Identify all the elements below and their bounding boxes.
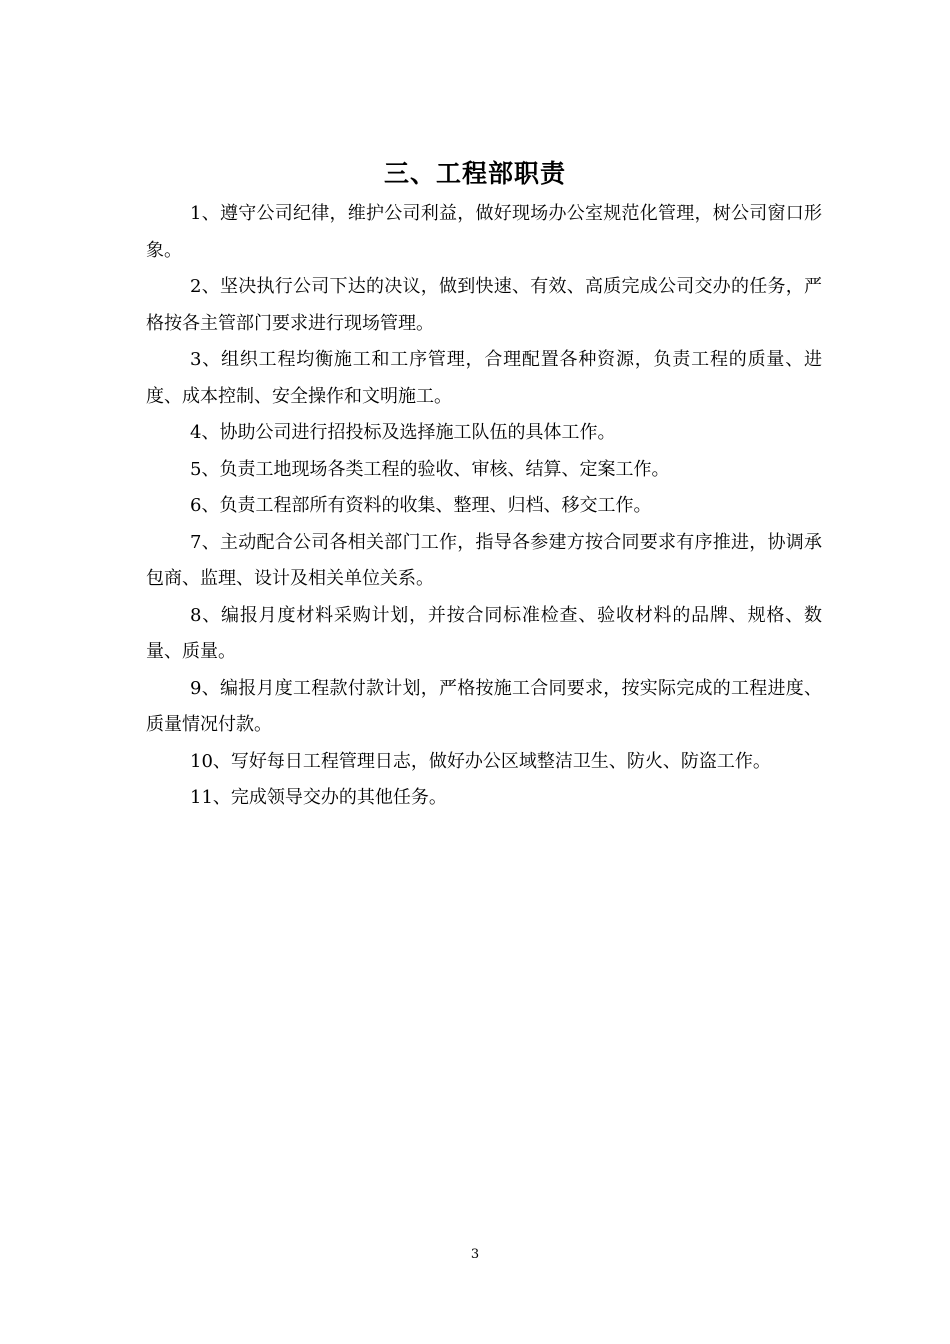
duty-paragraph-1: 1、遵守公司纪律，维护公司利益，做好现场办公室规范化管理，树公司窗口形象。 (146, 203, 822, 261)
page-number: 3 (470, 1247, 480, 1262)
duty-paragraph-10: 10、写好每日工程管理日志，做好办公区域整洁卫生、防火、防盗工作。 (190, 750, 771, 772)
duty-paragraph-7: 7、主动配合公司各相关部门工作，指导各参建方按合同要求有序推进，协调承包商、监理、设计及相关单位关系。 (146, 531, 822, 589)
section-title: 三、工程部职责 (383, 159, 566, 188)
duty-paragraph-4: 4、协助公司进行招投标及选择施工队伍的具体工作。 (190, 422, 616, 443)
duty-paragraph-8: 8、编报月度材料采购计划，并按合同标准检查、验收材料的品牌、规格、数量、质量。 (146, 604, 822, 662)
duty-paragraph-9: 9、编报月度工程款付款计划，严格按施工合同要求，按实际完成的工程进度、质量情况付款。 (146, 677, 822, 735)
duty-paragraph-6: 6、负责工程部所有资料的收集、整理、归档、移交工作。 (190, 495, 652, 516)
duty-paragraph-5: 5、负责工地现场各类工程的验收、审核、结算、定案工作。 (190, 458, 670, 480)
duty-paragraph-2: 2、坚决执行公司下达的决议，做到快速、有效、高质完成公司交办的任务，严格按各主管部门要求进行现场管理。 (146, 276, 822, 334)
duty-paragraph-3: 3、组织工程均衡施工和工序管理，合理配置各种资源，负责工程的质量、进度、成本控制、安全操作和文明施工。 (146, 349, 822, 407)
duties-list (146, 196, 822, 817)
duty-paragraph-11: 11、完成领导交办的其他任务。 (190, 787, 447, 808)
